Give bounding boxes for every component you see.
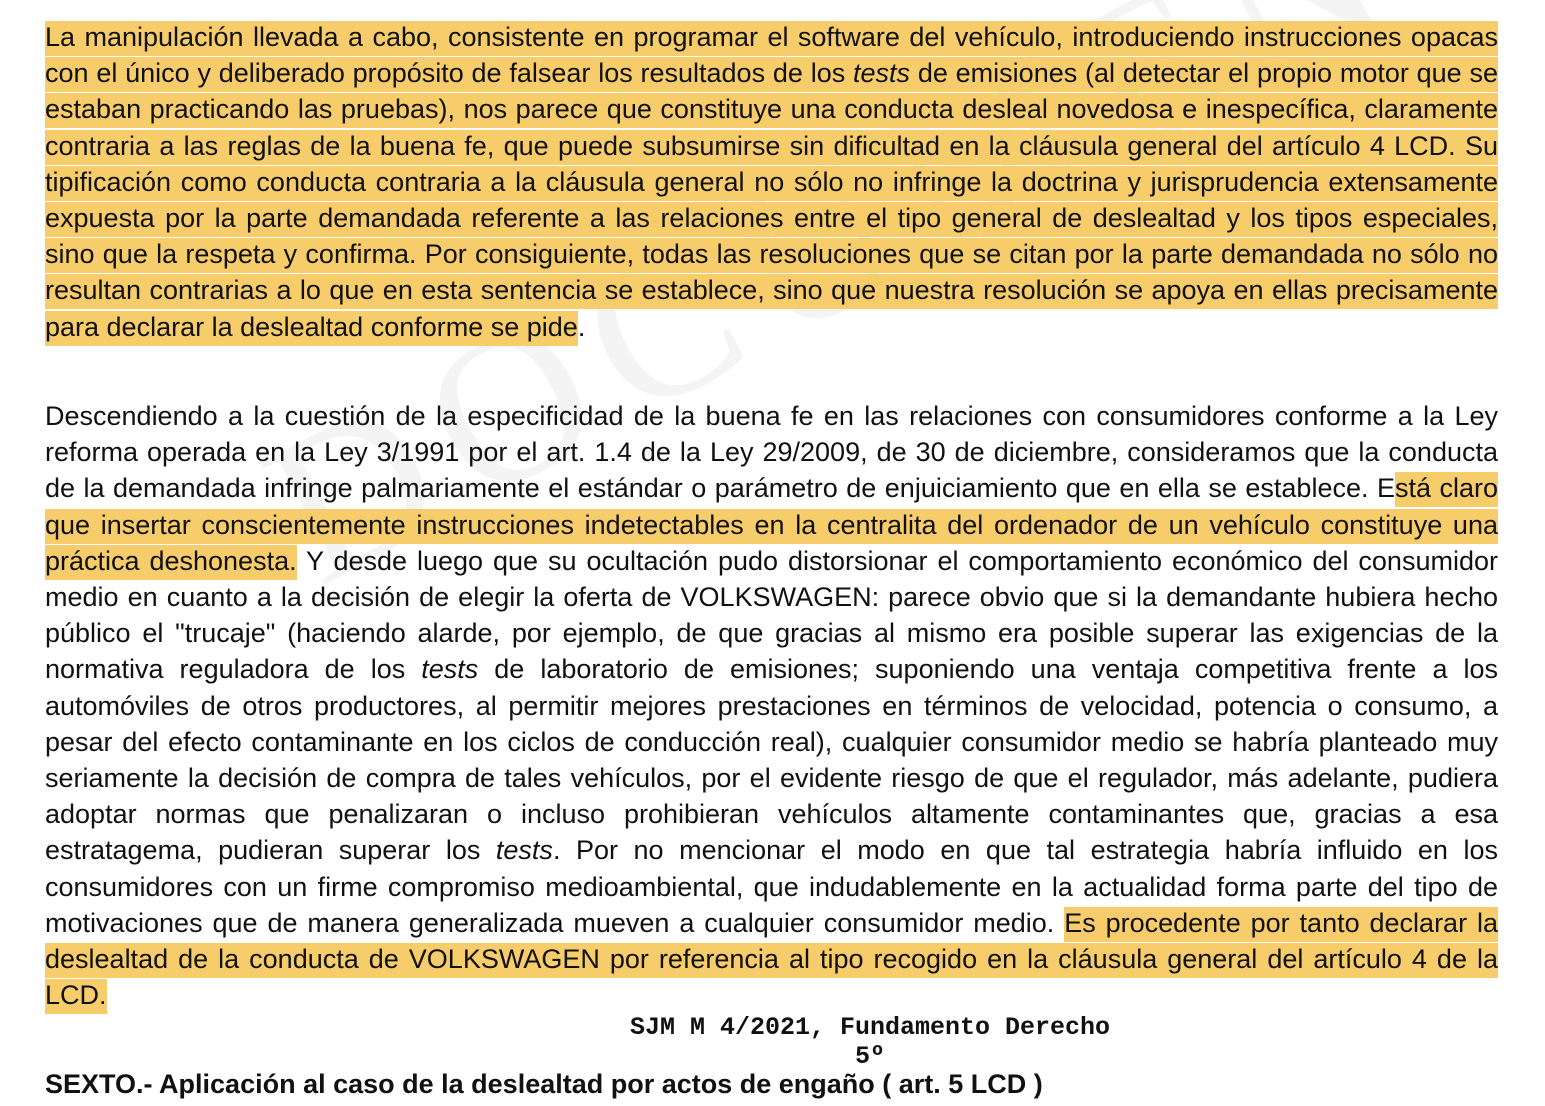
- heading-title: Aplicación al caso de la deslealtad por actos de engaño ( art. 5 LCD ): [159, 1069, 1043, 1099]
- p2-text-a: Descendiendo a la cuestión de la especificidad de la buena fe en las relaciones con consumidores conforme a la Ley reforma operada en la Ley 3/1991 por el art. 1.4 de la Ley 29/2009, de 30 de diciembre, consideramos que la conducta de la demandada infringe palmariamente el estándar o parámetro de enjuiciamiento que en ella se establece. E: [45, 401, 1498, 504]
- paragraph-consumer-good-faith: [45, 398, 1498, 1013]
- p2-tests-italic-1: tests: [421, 654, 479, 685]
- paragraph-manipulation: [45, 19, 1498, 345]
- p2-tests-italic-2: tests: [495, 835, 553, 866]
- p1-period: .: [577, 311, 586, 342]
- p1-text-a: La manipulación llevada a cabo, consistente en programar el software del vehículo, introduciendo instrucciones opacas con el único y deliberado propósito de falsear los resultados de los: [45, 22, 1498, 89]
- highlight-dishonest-practice: stá claro que insertar conscientemente instrucciones indetectables en la centralita del ordenador de un vehículo constituye una práctica deshonesta.: [45, 472, 1498, 579]
- highlight-manipulation: [45, 21, 1498, 346]
- p2-text-e: de laboratorio de emisiones; suponiendo una ventaja competitiva frente a los automóviles de otros productores, al permitir mejores prestaciones en términos de velocidad, potencia o consumo, a pesar del efecto contaminante en los ciclos de conducción real), cualquier consumidor medio se habría planteado muy seriamente la decisión de compra de tales vehículos, por el evidente riesgo de que el regulador, más adelante, pudiera adoptar normas que penalizaran o incluso prohibieran vehículos altamente contaminantes que, gracias a esa estratagema, pudieran superar los: [45, 654, 1498, 866]
- p1-text-c: de emisiones (al detectar el propio motor que se estaban practicando las pruebas), nos parece que constituye una conducta desleal novedosa e inespecífica, claramente contraria a las reglas de la buena fe, que puede subsumirse sin dificultad en la cláusula general del artículo 4 LCD. Su tipificación como conducta contraria a la cláusula general no sólo no infringe la doctrina y jurisprudencia extensamente expuesta por la parte demandada referente a las relaciones entre el tipo general de deslealtad y los tipos especiales, sino que la respeta y confirma. Por consiguiente, todas las resoluciones que se citan por la parte demandada no sólo no resultan contrarias a lo que en esta sentencia se establece, sino que nuestra resolución se apoya en ellas precisamente para declarar la deslealtad conforme se pide: [45, 58, 1498, 342]
- p2-text-c: Y desde luego que su ocultación pudo distorsionar el comportamiento económico del consumidor medio en cuanto a la decisión de elegir la oferta de VOLKSWAGEN: parece obvio que si la demandante hubiera hecho público el "trucaje" (haciendo alarde, por ejemplo, de que gracias al mismo era posible superar las exigencias de la normativa reguladora de los: [45, 545, 1498, 685]
- citation-caption: SJM M 4/2021, Fundamento Derecho 5º: [629, 1013, 1111, 1071]
- section-heading: [45, 1066, 1043, 1102]
- highlight-conclusion: Es procedente por tanto declarar la deslealtad de la conducta de VOLKSWAGEN por referencia al tipo recogido en la cláusula general del artículo 4 de la LCD.: [45, 907, 1498, 1014]
- heading-label: SEXTO: [45, 1069, 137, 1099]
- p2-text-g: . Por no mencionar el modo en que tal estrategia habría influido en los consumidores con un firme compromiso medioambiental, que indudablemente en la actualidad forma parte del tipo de motivaciones que de manera generalizada mueven a cualquier consumidor medio.: [45, 835, 1498, 938]
- p1-tests-italic: tests: [853, 58, 911, 89]
- heading-separator: .-: [136, 1069, 160, 1099]
